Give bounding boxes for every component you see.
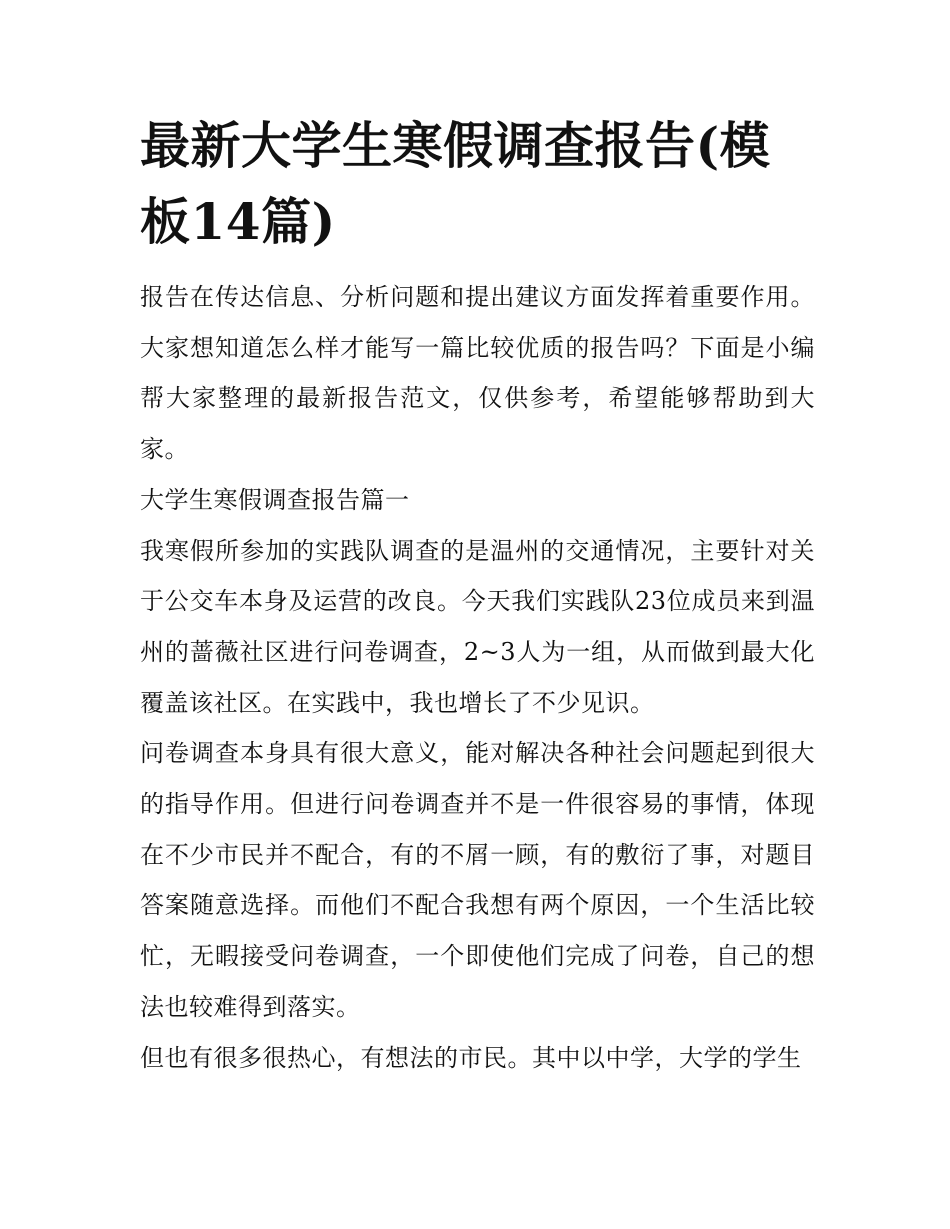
body-paragraph: 但也有很多很热心，有想法的市民。其中以中学，大学的学生 — [140, 1043, 802, 1072]
document-title: 最新大学生寒假调查报告(模板14篇) — [140, 116, 771, 251]
document-page — [140, 108, 815, 1083]
body-paragraph: 问卷调查本身具有很大意义，能对解决各种社会问题起到很大的指导作用。但进行问卷调查并不是一件很容易的事情，体现在不少市民并不配合，有的不屑一顾，有的敷衍了事，对题目答案随意选择。而他们不配合我想有两个原因，一个生活比较忙，无暇接受问卷调查，一个即使他们完成了问卷，自己的想法也较难得到落实。 — [140, 739, 815, 1021]
section-heading: 大学生寒假调查报告篇一 — [140, 485, 410, 514]
intro-paragraph: 报告在传达信息、分析问题和提出建议方面发挥着重要作用。大家想知道怎么样才能写一篇比较优质的报告吗？下面是小编帮大家整理的最新报告范文，仅供参考，希望能够帮助到大家。 — [140, 283, 815, 464]
body-paragraph: 我寒假所参加的实践队调查的是温州的交通情况，主要针对关于公交车本身及运营的改良。今天我们实践队23位成员来到温州的蔷薇社区进行问卷调查，2~3人为一组，从而做到最大化覆盖该社区。在实践中，我也增长了不少见识。 — [140, 536, 815, 717]
